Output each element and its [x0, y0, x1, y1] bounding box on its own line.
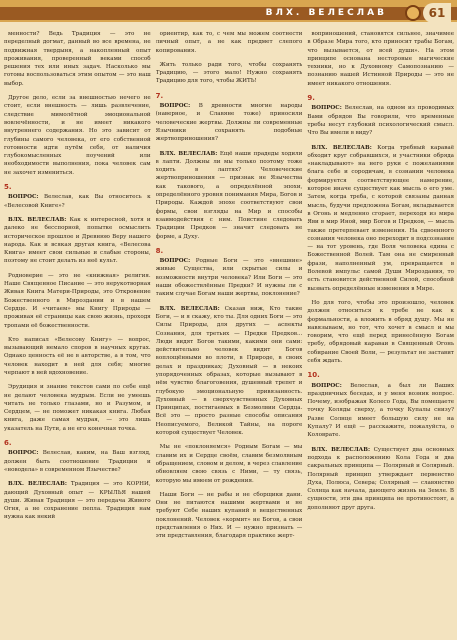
paragraph: Мы не «поклоняемся» Родным Богам — мы славим их и Сердце своём, славим безмолвным обращением, словом и делом, в через славление обновляем свою связь с Ними, — ту связь, которую мы имеем от рождения. — [155, 444, 303, 484]
paragraph: ВЛХ. ВЕЛЕСЛАВ: Когда требный караваё обходит круг собравшихся, и участники обряда «накладывают» на него руки с пожеланиями блага себе и сородичам, в сознании человека формируется соответствующее намерение, которое иначе существует как мысль о его уме. Затем, когда треба, с которой связаны данная мысль, будучи предложена Богам, вкладывается в Огонь и медленно сгорает, переходя из мира Яви в мир Иной, мир Богов и Предков, — мысль также претерпевает изменения. На сдвоенного сознания человека оно переходит в подсознание — на тот уровень, где Воля человека едина с Божественной Волей. Там она не смиренный фрази, наполненный ум, превращается в Волевой импульс самой Души Мироздания, то есть становится действенной Силой, способной вызвать определённые изменения в Мире. — [307, 144, 455, 292]
question-number: 5. — [4, 183, 12, 192]
paragraph: воприношений, становятся сильнее, значимее в Образе Мира того, кто приносит трабы Богам, что вызывается, от всей души». На этом принципе основана несторовые магические техники, но к Духовному Самопознанию — познанию нашей Истинной Природы — это не имеет никакого отношения. — [307, 31, 455, 87]
ornament-icon — [405, 5, 421, 21]
question-number: 9. — [307, 94, 315, 103]
paragraph: ВОПРОС: Велеслав, как Вы относитесь к «Велесовой Книге»? — [4, 194, 151, 209]
paragraph: менности? Ведь Традиция — это не переделный догмат, данный во все времена, не подвижная твердыня, а накопленный опыт проживания, проверенный веками способ решения тех или иных задач. Насколько мы готовы воспользоваться этим опытом — это наш выбор. — [4, 31, 151, 87]
text-column-2 — [156, 30, 303, 636]
paragraph: ориентир, как то, с чем мы можем соотнести личный опыт, а не как предмет слепого копирования. — [155, 31, 303, 54]
paragraph: ВОПРОС: В древности многие народы (наверное, и Славяне тоже) приносили человеческие жертвы. Должны ли современные Язычники сохранять подобные жертвоприношения? — [155, 103, 303, 143]
question-number: 7. — [155, 91, 164, 100]
paragraph: ВЛХ. ВЕЛЕСЛАВ: Существует два основных подхода к расположению Кола Года и два сакральных принципа — Полярный и Солярный. Полярный принцип утверждает первенство Духа, Полюса, Севера; Солярный — славянство Солнца как начала, дающего жизнь на Земле. В сущности, эти два принципа не противостоят, а дополняют друг друга. — [307, 446, 455, 511]
paragraph: ВОПРОС: Велеслав, каким, на Ваш взгляд, должен быть соотношение Традиции и «новодела» в современном Язычестве? — [4, 450, 151, 473]
paragraph: ВОПРОС: Велеслав, а был ли Ваших праздничных беседах, и у меня возник вопрос. Почему, изображая Колесо Года, Вы помещаете точку Коляды сверху, а точку Купалы снизу? Разве Солнце имеет большую силу не на Купалу? И ещё — расскажите, пожалуйста, о Коловрате. — [307, 382, 455, 439]
header-band — [0, 7, 457, 20]
question-number: 8. — [155, 246, 164, 255]
question-number: 6. — [4, 439, 12, 448]
paragraph: Родноверие — это не «книжная» религия. Наше Священное Писание — это нерукотворная Живая Книга Матери-Природы, это Откровение Божественного в Мироздании и в нашем Сердце. И «читаем» мы Книгу Природы — проживая её страницы как свою жизнь, проходя тропами её божественности. — [4, 272, 151, 329]
paragraph: ВЛХ. ВЕЛЕСЛАВ: Как к интересной, хотя и далеко не бесспорной, попытке осмыслить историческое прошлое и Древнюю Веру нашего народа. Как и всякая другая книга, «Велесова Книга» имеет свои сильные и слабые стороны, поэтому не стоит делать из неё культ. — [4, 216, 151, 265]
running-title: ВЛХ. ВЕЛЕСЛАВ — [265, 8, 387, 18]
paragraph: Жить только ради того, чтобы сохранять Традицию, — этого мало! Нужно сохранять Традицию для того, чтобы ЖИТЬ! — [155, 61, 303, 85]
paragraph: ВЛХ. ВЕЛЕСЛАВ: Сказав ниж, Кто такие Боги, — и я скажу, кто ты. Для одних Боги — это Силы Природы, для других — аспекты Сознания, для третьих — Предки Предков... Люди видят Богов такими, какими они сами: действительно человек видит Богов воплощёнными во плоти, в Природе, в своих делах и праздниках; Духовный — в некоих упорядоченных образах, которые вызывают в нём чувство благоговения, душевный трепет и глубокую эмоциональную привязанность. Духовный — в сверхчувственных Духовных Принципах, постигаемых в Безмолвии Сердца. Всё это — просто разные способы описания Неописуемого, Великой Тайны, на пороге которой существует Человек. — [155, 305, 303, 437]
page-number: 61 — [423, 3, 451, 23]
text-column-3 — [307, 30, 454, 636]
paragraph: Но для того, чтобы это произошло, человек должен относиться к требе не как к формальности, а вложить в обряд душу. Мы не навязываем, но тот, что хочет в смысл и мы говорим, что ещё перед принесённую Богам требу, обрядовый караваи в Священный Огонь собирание Своей Воли, — результат не заставит себя ждать. — [307, 299, 455, 364]
paragraph: ВЛХ. ВЕЛЕСЛАВ: Ещё наши прадеды ходили в лапти. Должны ли мы только поэтому тоже ходить в лаптях? Человеческие жертвоприношения — признак не Язычества как такового, а определённой эпохи, определённого уровня понимания Мира, Богов и Природы. Каждой эпохе соответствуют свои формы, свои взгляды на Мир и способы взаимодействия с ним. Поистине следовать Традиции Предков — значит следовать не форме, а Духу. — [155, 150, 303, 240]
paragraph: Наши Боги — не рабы и не сборщики дани. Они не питаются нашими жертвами и не требуют Себе наших купаний в вещественных поклонений. Человек «кормит» не Богов, а свои представления о Них. И — нужно признать — эти представления, благодаря практике жерт- — [155, 491, 303, 540]
paragraph: Другое дело, если за внешностью нечего не стоит, если внешность — лишь развлечение, следствие мимолётной эмоциональной вовлечённости, и не имеет никакого внутреннего содержания. Но это зависит от глубины самого человека, от его собственной готовности идти путём себя, от наличия глубокомысленных поучений или необходимости выполнения, пока человек сам не захочет измениться. — [4, 95, 151, 176]
paragraph: ВОПРОС: Велеслав, на одном из проводимых Вами обрядов Вы говорили, что временные требы несут глубокий психологический смысл. Что Вы имели в виду? — [307, 105, 455, 137]
paragraph: Кто написал «Велесову Книгу» — вопрос, вызывающий немало споров в научных кругах. Однако ценность её не в авторстве, а в том, что человек находит в ней для себя; многие черпают в ней вдохновение. — [4, 336, 151, 376]
page-header — [0, 0, 457, 22]
paragraph: Эрудиция и знание текстов сами по себе ещё не делают человека мудрым. Если не умеешь читать не только глазами, но и Разумом, и Сердцем, — не поможет никакая книга. Любая книга, даже самая мудрая, — это лишь указатель на Пути, а не его конечная точка. — [4, 384, 151, 432]
question-number: 10. — [307, 371, 320, 380]
text-column-1 — [4, 30, 151, 636]
paragraph: ВОПРОС: Родные Боги — это «внешние» живые Существа, или скрытые силы и возможности внутри человека? Или Боги — это наши обожествлённые Предки? И нужны ли с таким случае Богам наши жертвы, поклонение? — [155, 258, 303, 298]
article-body — [4, 30, 454, 636]
paragraph: ВЛХ. ВЕЛЕСЛАВ: Традиция — это КОРНИ, дающий Духовный опыт — КРЫЛЬЯ нашей души. Живая Традиция — это передача Живого Огня, а не сохранение пепла. Традиция нам нужна как некий — [4, 481, 151, 521]
